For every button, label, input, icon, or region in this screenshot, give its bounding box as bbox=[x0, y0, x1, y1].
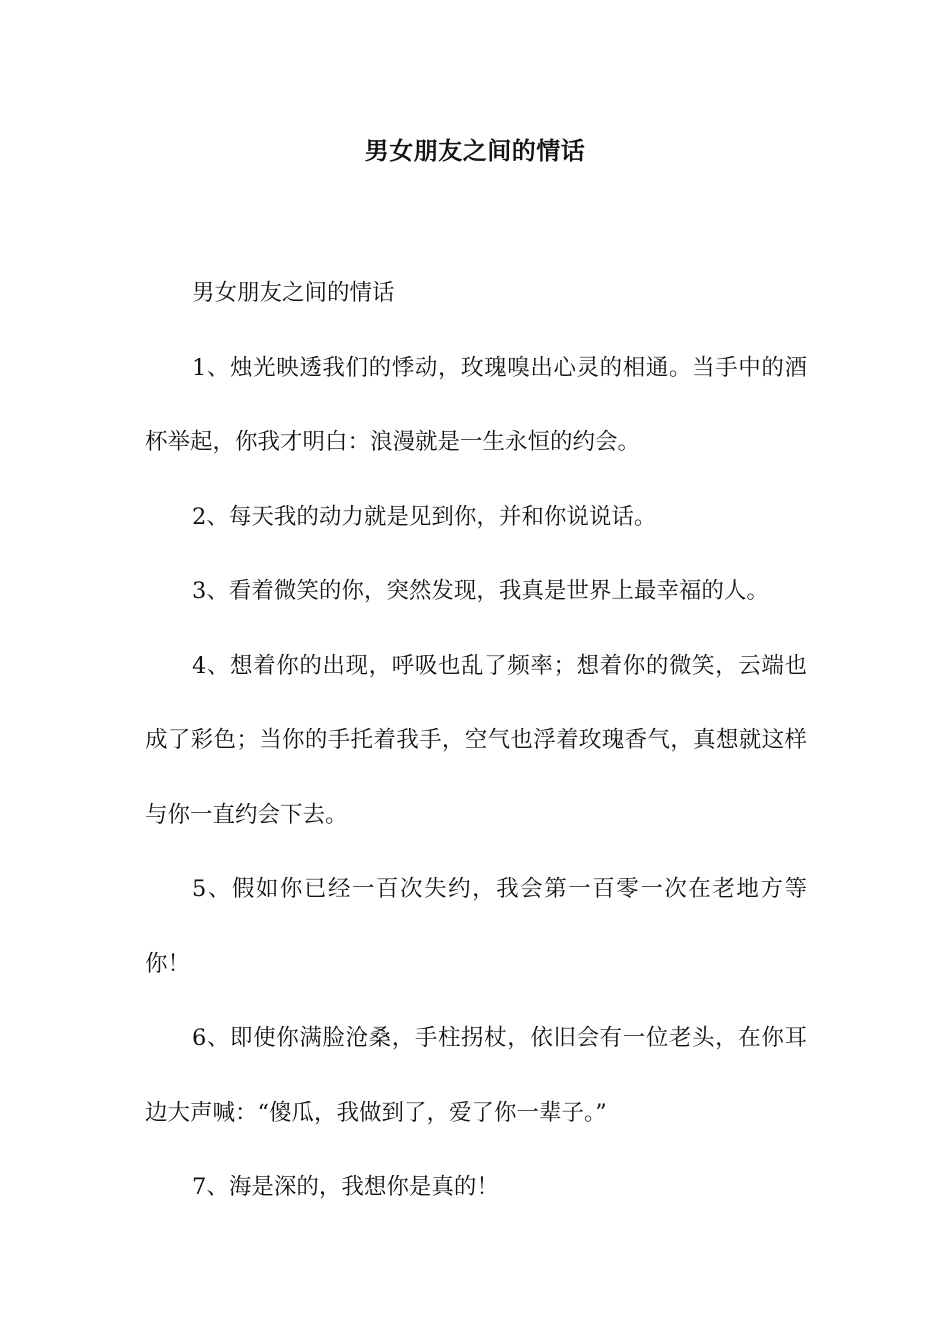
document-body bbox=[145, 256, 807, 1225]
paragraph-1: 1、烛光映透我们的悸动，玫瑰嗅出心灵的相通。当手中的酒杯举起，你我才明白：浪漫就是一生永恒的约会。 bbox=[145, 354, 807, 455]
document-title: 男女朋友之间的情话 bbox=[364, 136, 586, 165]
paragraph-4: 4、想着你的出现，呼吸也乱了频率；想着你的微笑，云端也成了彩色；当你的手托着我手，空气也浮着玫瑰香气，真想就这样与你一直约会下去。 bbox=[145, 652, 807, 828]
paragraph-7: 7、海是深的，我想你是真的！ bbox=[192, 1174, 499, 1200]
paragraph-subtitle: 男女朋友之间的情话 bbox=[192, 280, 395, 306]
paragraph-3: 3、看着微笑的你，突然发现，我真是世界上最幸福的人。 bbox=[192, 578, 769, 604]
paragraph-6: 6、即使你满脸沧桑，手柱拐杖，依旧会有一位老头，在你耳边大声喊：“傻瓜，我做到了，爱了你一辈子。” bbox=[145, 1025, 807, 1126]
paragraph-2: 2、每天我的动力就是见到你，并和你说说话。 bbox=[192, 503, 657, 530]
paragraph-5: 5、假如你已经一百次失约，我会第一百零一次在老地方等你！ bbox=[145, 876, 807, 977]
